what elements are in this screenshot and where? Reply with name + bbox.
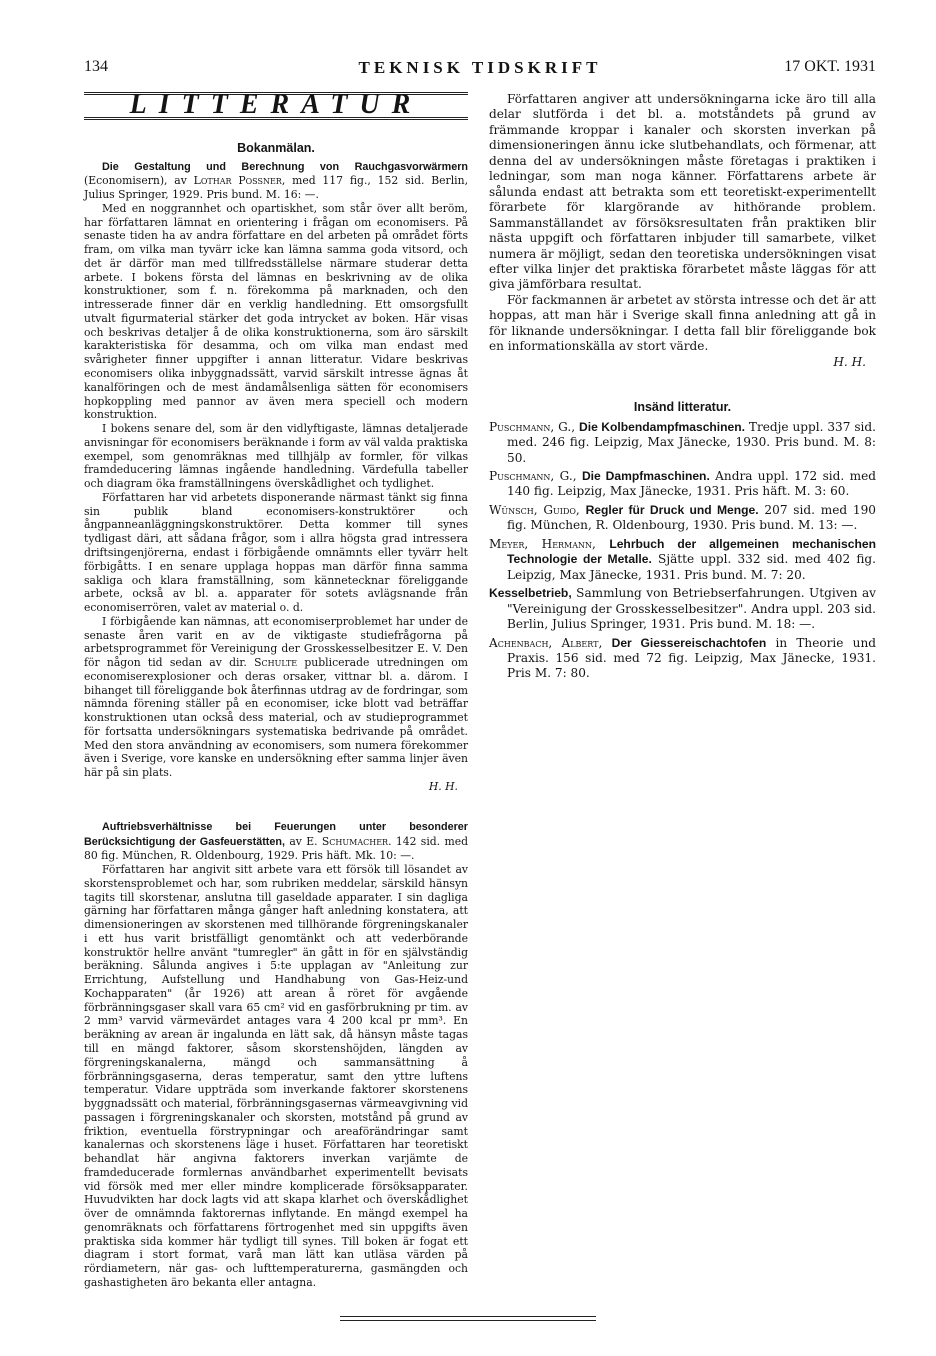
received-item: Kesselbetrieb, Sammlung von Betriebserfahrungen. Utgiven av "Vereinigung der Grosskesselbesitzer". Andra uppl. 203 sid. Berlin, Julius Springer, 1931. Pris bund. M. 18: —.: [489, 586, 876, 632]
received-item: Achenbach, Albert, Der Giessereischachtofen in Theorie und Praxis. 156 sid. med 72 fig. Leipzig, Max Jänecke, 1931. Pris M. 7: 80.: [489, 635, 876, 681]
review2-paragraph: För fackmannen är arbetet av största intresse och det är att hoppas, att man här i Sverige skall finna anledning att gå in för liknande undersökningar. I detta fall blir föreliggande bok en informationskälla av stort värde.: [489, 292, 876, 354]
end-rule: [340, 1316, 596, 1317]
end-rule: [340, 1320, 596, 1321]
review2-signature: H. H.: [833, 354, 866, 369]
journal-title: TEKNISK TIDSKRIFT: [358, 58, 602, 77]
received-item: Puschmann, G., Die Dampfmaschinen. Andra uppl. 172 sid. med 140 fig. Leipzig, Max Jänecke, 1931. Pris häft. M. 3: 60.: [489, 468, 876, 499]
review2-author: Schumacher: [321, 834, 389, 848]
section-title: LITTERATUR: [84, 92, 468, 120]
received-item: Wünsch, Guido, Regler für Druck und Menge. 207 sid. med 190 fig. München, R. Oldenbourg, 1930. Pris bund. M. 13: —.: [489, 502, 876, 533]
received-item: Puschmann, G., Die Kolbendampfmaschinen. Tredje uppl. 337 sid. med. 246 fig. Leipzig, Max Jänecke, 1930. Pris bund. M. 8: 50.: [489, 419, 876, 465]
review1-title: Die Gestaltung und Berechnung von Rauchgasvorwärmern: [102, 160, 468, 173]
review2-paragraph: Författaren har angivit sitt arbete vara ett försök till lösandet av skorstensproblemet och har, som rubriken meddelar, särskild hänsyn tagits till skorstenar, anslutna till gaseldade apparater. I sin dagliga gärning har författaren många gånger haft anledning konstatera, att dimensioneringen av skorstenen med tillhörande förgreningskanaler i ett hus varit bristfälligt genomtänkt och att vederbörande konstruktör hellre använt "tumregler" än gått in för en självständig beräkning. Sålunda angives i 5:te upplagan av "Anleitung zur Errichtung, Aufstellung und Handhabung von Gas-Heiz-und Kochapparaten" (år 1926) att arean å röret för avgående förbränningsgaser skall vara 65 cm² vid en gasförbrukning pr tim. av 2 mm³ varvid värmevärdet antages vara 4 200 kcal pr mm³. En beräkning av arean är ingalunda en lätt sak, då hänsyn måste tagas till en mängd faktorer, såsom skorstenshöjden, längden av förgreningskanalerna, mängd och sammansättning å förbränningsgaserna, deras temperatur, samt den yttre luftens temperatur. Vidare uppträda som inverkande faktorer skorstenens byggnadssätt och material, förbränningsgasernas värmeavgivning vid passagen i förgreningskanaler och skorsten, motstånd på grund av friktion, eventuella förstrypningar och areaförändringar samt kanalernas och skorstenens läge i huset. Författaren har teoretiskt behandlat här angivna faktorers inverkan varjämte de framdeducerade formlernas användbarhet experimentellt bevisats vid försök med mer eller mindre komplicerade försöksapparater. Huvudvikten har dock lagts vid att skapa klarhet och överskådlighet över de omnämnda faktorernas inflytande. En mängd exempel ha genomräknats och författarens förtrogenhet med sin uppgifts även praktiska sida kommer här tydligt till synes. Till boken är fogat ett diagram i stort format, varå man lätt kan utläsa värden på rördiametern, när gas- och lufttemperaturerna, gasmängden och gashastigheten äro bekanta eller antagna.: [84, 863, 468, 1290]
review2-title: Auftriebsverhältnisse bei Feuerungen unter besonderer Berücksichtigung der Gasfeuerstätten,: [84, 820, 468, 848]
issue-date: 17 OKT. 1931: [784, 58, 876, 75]
right-column: [489, 92, 876, 685]
review2-paragraph: Författaren angiver att undersökningarna icke äro till alla delar slutförda i det bl. a. motståndets på grund av främmande kroppar i kanaler och skorsten inverkan på dimensioneringen ännu icke slutbehandlats, och förmenar, att denna del av undersökningen måste företagas i praktiken i ledningar, som man noga känner. Författarens arbete är sålunda endast att betrakta som ett teoretiskt-experimentellt förarbete för klargörande av hithörande problem. Sammanställandet av försöksresultaten från praktiken blir nästa uppgift och författaren inbjuder till samarbete, vilket numera är möjligt, sedan den teoretiska undersökningen visat efter vilka linjer det praktiska förarbetet måste läggas för att giva jämförbara resultat.: [489, 92, 876, 292]
review1-paragraph: I förbigående kan nämnas, att economiserproblemet har under de senaste åren varit en av de viktigaste studiefrågorna på arbetsprogrammet för Vereinigung der Grosskesselbesitzer E. V. Den för någon tid sedan av dir. Schulte publicerade utredningen om economiserexplosioner och deras orsaker, vittnar bl. a. därom. I bihanget till föreliggande bok återfinnas utdrag av de fordringar, som nämnda förening ställer på en economiser, icke blott vad beträffar konstruktionen utan också dess material, och av studieprogrammet för fortsatta undersökningars systematiska bedrivande på området. Med den stora användning av economisers, som numera förekommer även i Sverige, vore kanske en undersökning efter samma linjer även här på sin plats.: [84, 614, 468, 780]
reviews-heading: Bokanmälan.: [237, 140, 315, 155]
page-number: 134: [84, 58, 108, 75]
review1-citation: Die Gestaltung und Berechnung von Rauchgasvorwärmern (Economisern), av Lothar Possner, med 117 fig., 152 sid. Berlin, Julius Springer, 1929. Pris bund. M. 16: —.: [84, 160, 469, 202]
review1-paragraph: Författaren har vid arbetets disponerande närmast tänkt sig finna sin publik bland economisers-konstruktörer och ångpanneanläggningskonstruktörer. Detta kommer till synes tydligast däri, att sådana frågor, som i allra högsta grad intressera driftsingenjörerna, endast i förbigående omnämnts eller tyvärr helt förbigåtts. I en senare upplaga hoppas man därför finna samma sakliga och klara framställning, som kännetecknar föreliggande arbete, också av bl. a. apparater för sotets avlägsnande från economiserrören, valet av material o. d.: [84, 490, 468, 615]
review1-paragraph: I bokens senare del, som är den vidlyftigaste, lämnas detaljerade anvisningar för economisers beräknande i form av väl valda praktiska exempel, som genomräknas med tillhjälp av formler, för vilkas framdeducering lämnas ingående handledning. Värdefulla tabeller och diagram öka framställningens överskådlighet och tydlighet.: [84, 422, 468, 491]
review1-named-person: Schulte: [254, 656, 298, 670]
received-item: Meyer, Hermann, Lehrbuch der allgemeinen mechanischen Technologie der Metalle. Sjätte uppl. 332 sid. med 402 fig. Leipzig, Max Jänecke, 1931. Pris bund. M. 7: 20.: [489, 536, 876, 582]
review1-signature: H. H.: [428, 779, 458, 793]
review1-paragraph: Med en noggrannhet och opartiskhet, som står över allt beröm, har författaren lämnat en orientering i frågan om economisers. På senaste tiden ha av andra författare en del arbeten på området förts fram, om vilka man tyvärr icke kan lämna samma goda vitsord, och det är därför man med tillfredsställelse närmare studerar detta arbete. I bokens första del lämnas en beskrivning av de olika konstruktioner, som f. n. förekomma på marknaden, och den intresserade finner där en verklig handledning. Ett omsorgsfullt utvalt figurmaterial stärker det goda intrycket av boken. Här visas och beskrivas detaljer å de olika konstruktionerna, som äro särskilt karakteristiska för desamma, och om vilka man endast med svårigheter finner uppgifter i annan litteratur. Vidare beskrivas economisers olika inbyggnadssätt, varvid särskilt intresse ägnas åt kanalföringen och de mest ändamålsenliga sätten för economisers hopkoppling med pannor av även mera speciell och modern konstruktion.: [84, 201, 468, 422]
running-header: [84, 58, 876, 82]
review1-author: Lothar Possner: [193, 174, 282, 188]
left-column: [84, 89, 469, 1290]
review2-citation: Auftriebsverhältnisse bei Feuerungen unter besonderer Berücksichtigung der Gasfeuerstätten, av E. Schumacher. 142 sid. med 80 fig. München, R. Oldenbourg, 1929. Pris häft. Mk. 10: —.: [84, 820, 468, 863]
received-heading: Insänd litteratur.: [633, 400, 732, 415]
